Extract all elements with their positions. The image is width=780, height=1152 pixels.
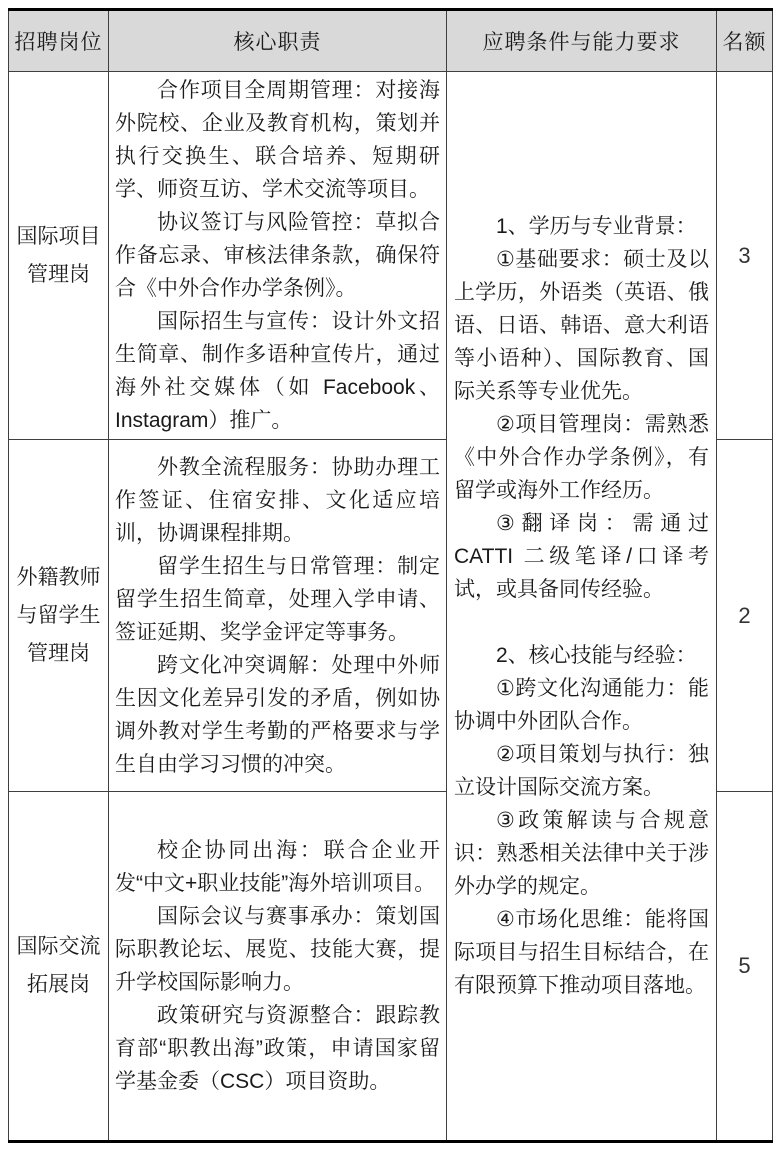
quota-cell-3: 5 [717, 792, 773, 1142]
duties-cell-3 [109, 792, 447, 1142]
position-cell-1: 国际项目管理岗 [9, 72, 109, 440]
header-row [9, 10, 773, 72]
requirement-item: ②项目管理岗：需熟悉《中外合作办学条例》，有留学或海外工作经历。 [454, 413, 709, 502]
quota-cell-1: 3 [717, 72, 773, 440]
duty-paragraph: 外教全流程服务：协助办理工作签证、住宿安排、文化适应培训，协调课程排期。 [115, 455, 440, 545]
duty-paragraph: 国际招生与宣传：设计外文招生简章、制作多语种宣传片，通过海外社交媒体（如 Facebook、Instagram）推广。 [115, 310, 440, 432]
requirement-item: ②项目策划与执行：独立设计国际交流方案。 [454, 743, 709, 799]
requirements-section-title: 2、核心技能与经验： [496, 644, 697, 667]
position-cell-3: 国际交流拓展岗 [9, 792, 109, 1142]
position-cell-2: 外籍教师与留学生管理岗 [9, 440, 109, 792]
requirements-section-title: 1、学历与专业背景： [496, 215, 697, 238]
header-cell-duties: 核心职责 [109, 10, 447, 72]
duty-paragraph: 协议签订与风险管控：草拟合作备忘录、审核法律条款，确保符合《中外合作办学条例》。 [115, 211, 440, 300]
duty-paragraph: 校企协同出海：联合企业开发“中文+职业技能”海外培训项目。 [115, 839, 440, 895]
duty-paragraph: 政策研究与资源整合：跟踪教育部“职教出海”政策，申请国家留学基金委（CSC）项目资助。 [115, 1004, 440, 1093]
duties-cell-1 [109, 72, 447, 440]
requirement-item: ④市场化思维：能将国际项目与招生目标结合，在有限预算下推动项目落地。 [454, 908, 709, 997]
duty-paragraph: 国际会议与赛事承办：策划国际职教论坛、展览、技能大赛，提升学校国际影响力。 [115, 905, 440, 994]
duty-paragraph: 合作项目全周期管理：对接海外院校、企业及教育机构，策划并执行交换生、联合培养、短期研学、师资互访、学术交流等项目。 [115, 79, 440, 201]
table-row-international-project [9, 72, 773, 440]
header-cell-quota: 名额 [717, 10, 773, 72]
requirement-item: ③翻译岗：需通过 CATTI 二级笔译/口译考试，或具备同传经验。 [454, 512, 709, 601]
duty-paragraph: 跨文化冲突调解：处理中外师生因文化差异引发的矛盾，例如协调外教对学生考勤的严格要求与学生自由学习习惯的冲突。 [115, 653, 440, 776]
quota-cell-2: 2 [717, 440, 773, 792]
requirement-item: ①基础要求：硕士及以上学历，外语类（英语、俄语、日语、韩语、意大利语等小语种）、国际教育、国际关系等专业优先。 [454, 248, 709, 403]
requirement-item: ①跨文化沟通能力：能协调中外团队合作。 [454, 677, 709, 733]
header-cell-position: 招聘岗位 [9, 10, 109, 72]
header-cell-requirements: 应聘条件与能力要求 [447, 10, 717, 72]
recruitment-table [8, 8, 773, 1143]
requirements-cell [447, 72, 717, 1142]
duties-cell-2 [109, 440, 447, 792]
duty-paragraph: 留学生招生与日常管理：制定留学生招生简章，处理入学申请、签证延期、奖学金评定等事务。 [115, 554, 440, 644]
requirement-item: ③政策解读与合规意识：熟悉相关法律中关于涉外办学的规定。 [454, 809, 709, 898]
